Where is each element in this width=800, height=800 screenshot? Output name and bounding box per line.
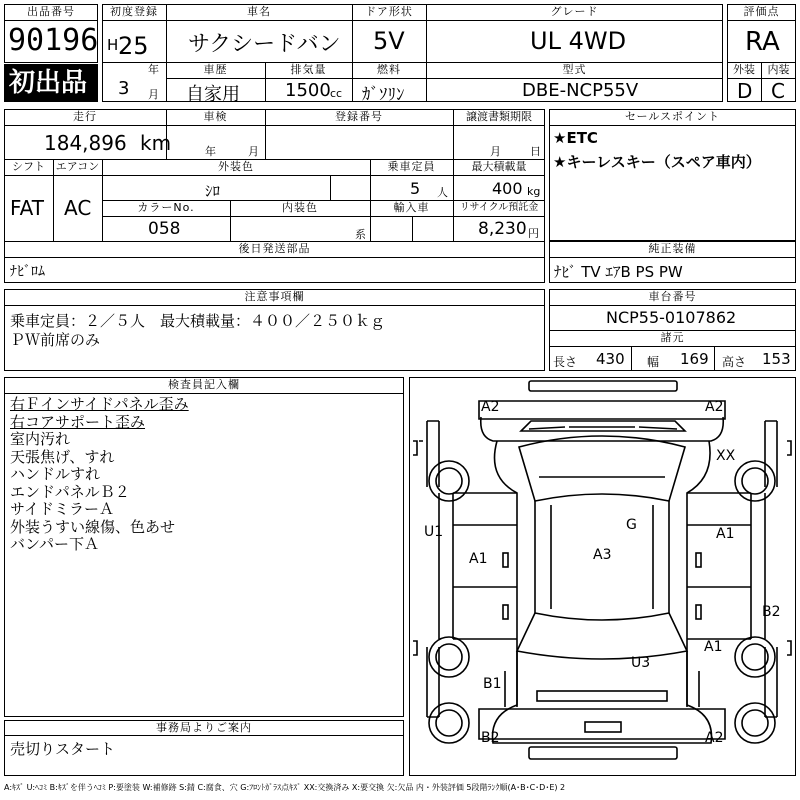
sales-points-label: セールスポイント [624, 110, 720, 123]
width-label: 幅 [647, 355, 660, 369]
mark-right-front-corner: XX [716, 448, 736, 464]
chassis-number: NCP55-0107862 [606, 308, 737, 327]
notes-label: 注意事項欄 [244, 290, 305, 303]
color-no: 058 [148, 219, 181, 239]
mark-left-front-door: A1 [469, 551, 488, 567]
fuel: ｶﾞｿﾘﾝ [362, 85, 405, 105]
first-listing-text: 初出品 [9, 68, 88, 98]
office-label: 事務局よりご案内 [156, 721, 252, 734]
import-label: 輸入車 [393, 201, 430, 214]
accessories-label: 後日発送部品 [238, 242, 311, 255]
mark-left-rear: B1 [483, 676, 502, 692]
displacement-label: 排気量 [290, 63, 327, 76]
notes-line-1: 乗車定員：２／５人 最大積載量：４００／２５０ｋｇ [10, 312, 386, 330]
recycle-label: リサイクル預託金 [459, 202, 539, 213]
displacement: 1500 [285, 80, 331, 101]
load: 400 [492, 179, 523, 198]
sales-point-2: ★キーレスキー（スペア車内） [553, 153, 761, 171]
mark-center: A3 [593, 547, 612, 563]
capacity-label: 乗車定員 [387, 160, 436, 173]
length: 430 [596, 350, 625, 368]
displacement-unit: cc [330, 87, 343, 100]
equipment: ﾅﾋﾞ TV ｴｱB PS PW [554, 263, 683, 281]
height: 153 [762, 350, 791, 368]
sales-point-1: ★ETC [553, 129, 598, 147]
mileage: 184,896 [44, 131, 127, 155]
width: 169 [680, 350, 709, 368]
fuel-label: 燃料 [377, 63, 401, 76]
recycle-unit: 円 [528, 227, 539, 240]
model: DBE-NCP55V [522, 80, 639, 101]
era: H [107, 36, 119, 54]
inspection-month-unit: 月 [248, 145, 259, 158]
mileage-unit: km [140, 131, 172, 155]
door-label: ドア形状 [365, 5, 413, 18]
chassis-label: 車台番号 [648, 290, 697, 303]
inspector-line: 外装うすい線傷、色あせ [10, 517, 176, 536]
shift: FAT [10, 196, 45, 220]
load-unit: kg [527, 185, 541, 198]
load-label: 最大積載量 [471, 160, 527, 173]
mark-left-side: U1 [424, 524, 444, 540]
mark-right-rear-door: A1 [704, 639, 723, 655]
color-label: 外装色 [218, 160, 254, 173]
exterior-grade: D [737, 79, 753, 103]
score-label: 評価点 [743, 5, 780, 18]
inspector-line: バンパー下Ａ [10, 535, 99, 553]
reg-label: 初度登録 [110, 5, 158, 18]
mark-glass: G [626, 517, 637, 533]
ac-label: エアコン [55, 160, 100, 173]
ac: AC [64, 196, 92, 220]
door-type: 5V [373, 27, 405, 55]
transfer-label: 譲渡書類期限 [466, 110, 532, 123]
legend: A:ｷｽﾞ U:ﾍｺﾐ B:ｷｽﾞを伴うﾍｺﾐ P:要塗装 W:補修跡 S:錆 C:腐食、穴 G:ﾌﾛﾝﾄｶﾞﾗｽ点ｷｽﾞ XX:交換済み X:要交換 欠:欠品 内・外装評価 5段階ﾗﾝｸ順(A･B･C･D･E) 2 [4, 783, 566, 792]
grade: UL 4WD [530, 27, 627, 55]
transfer-day-unit: 日 [530, 145, 541, 158]
mark-rear-left: B2 [481, 730, 500, 746]
history: 自家用 [186, 84, 240, 105]
inspector-line: 右Ｆインサイドパネル歪み [10, 395, 189, 413]
notes-line-2: ＰＷ前席のみ [10, 331, 101, 349]
car-diagram [409, 377, 796, 776]
accessories: ﾅﾋﾞﾛﾑ [10, 264, 45, 280]
capacity: 5 [410, 179, 421, 198]
history-label: 車歴 [203, 63, 228, 76]
reg-no-label: 登録番号 [335, 110, 383, 123]
dims-label: 諸元 [660, 331, 685, 344]
inspector-line: エンドパネルＢ２ [10, 482, 130, 501]
mileage-label: 走行 [73, 110, 97, 123]
inspector-line: 右コアサポート歪み [10, 412, 146, 431]
height-label: 高さ [722, 355, 747, 369]
color-no-label: カラーNo. [137, 201, 195, 214]
mark-rear-center: U3 [631, 655, 651, 671]
score: RA [745, 27, 780, 57]
reg-month-unit: 月 [148, 88, 159, 101]
lot-number: 90196 [8, 23, 99, 58]
model-label: 型式 [562, 63, 587, 76]
inspector-label: 検査員記入欄 [168, 378, 240, 391]
color: ｼﾛ [205, 182, 221, 200]
inspector-line: サイドミラーＡ [10, 500, 114, 518]
car-name: サクシードバン [188, 32, 341, 57]
lot-number-label: 出品番号 [27, 5, 75, 18]
inspector-line: 天張焦げ、すれ [10, 447, 115, 466]
transfer-month-unit: 月 [490, 145, 501, 158]
equipment-label: 純正装備 [648, 242, 697, 255]
grade-label: グレード [550, 5, 599, 18]
interior-color-label: 内装色 [282, 201, 318, 214]
mark-front-right: A2 [705, 399, 724, 415]
inspector-line: 室内汚れ [10, 430, 71, 448]
reg-month: 3 [118, 78, 130, 99]
exterior-label: 外装 [733, 63, 755, 76]
reg-year-unit: 年 [148, 63, 159, 76]
inspection-year-unit: 年 [205, 145, 216, 158]
car-name-label: 車名 [247, 5, 271, 18]
office-note: 売切りスタート [10, 740, 116, 758]
inspector-notes [10, 396, 189, 554]
mark-rear-right: A2 [705, 730, 724, 746]
capacity-unit: 人 [437, 186, 448, 199]
reg-year: 25 [118, 32, 149, 60]
inspection-label: 車検 [203, 110, 228, 123]
inspector-line: ハンドルすれ [10, 465, 101, 483]
interior-label: 内装 [767, 63, 790, 76]
shift-label: シフト [12, 160, 45, 173]
interior-color-unit: 系 [355, 228, 366, 241]
recycle: 8,230 [478, 219, 527, 239]
length-label: 長さ [553, 355, 578, 369]
mark-right-rear: B2 [762, 604, 781, 620]
mark-right-front-door: A1 [716, 526, 735, 542]
mark-front-left: A2 [481, 399, 500, 415]
interior-grade: C [771, 79, 785, 103]
